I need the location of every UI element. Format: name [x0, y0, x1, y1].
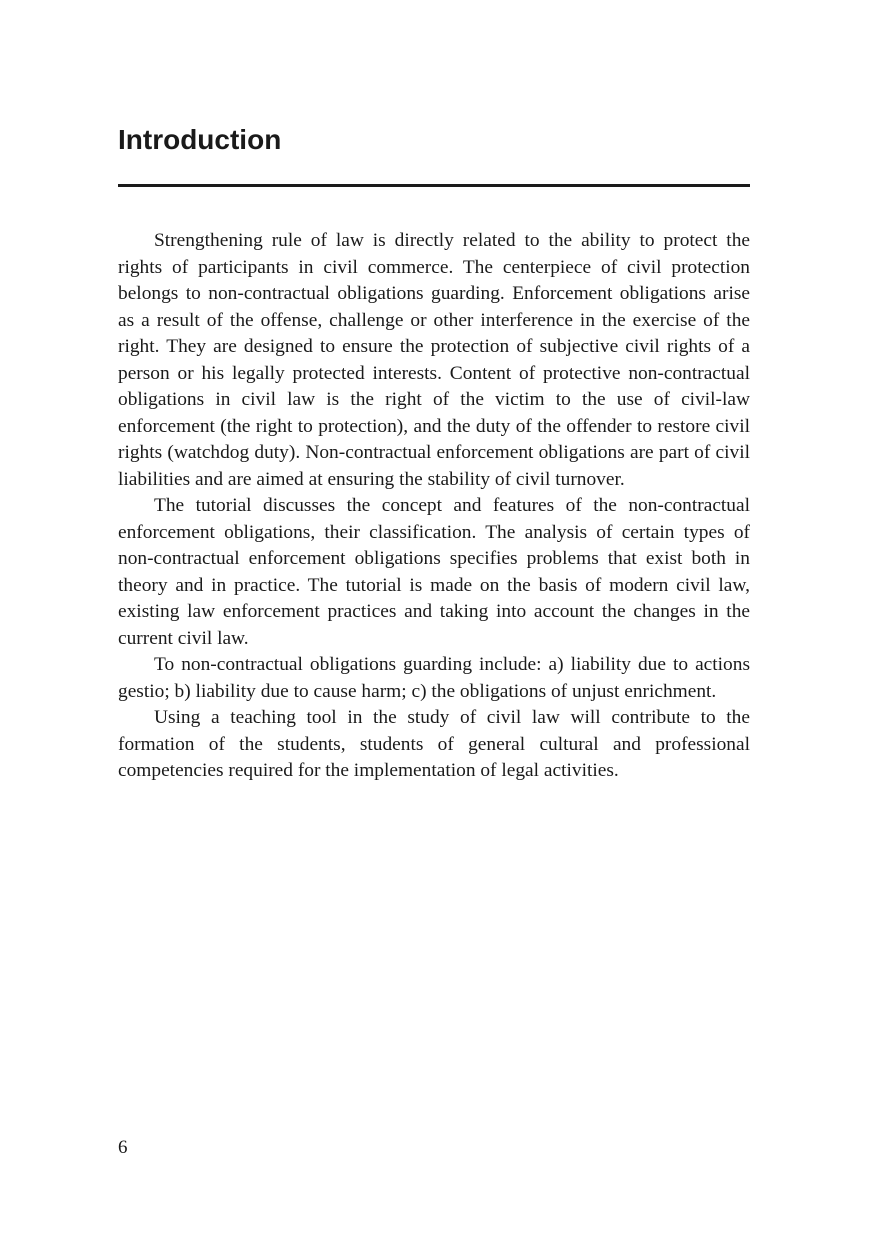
paragraph: To non-contractual obligations guarding include: a) liability due to actions gestio; b) liability due to cause harm; c) the obligations of unjust enrichment.: [118, 654, 750, 702]
paragraph: Strengthening rule of law is directly related to the ability to protect the rights of participants in civil commerce. The centerpiece of civil protection belongs to non-contractual obligations guarding. Enforcement obligations arise as a result of the offense, challenge or other interference in the exercise of the right. They are designed to ensure the protection of subjective civil rights of a person or his legally protected interests. Content of protective non-contractual obligations in civil law is the right of the victim to the use of civil-law enforcement (the right to protection), and the duty of the offender to restore civil rights (watchdog duty). Non-contractual enforcement obligations are part of civil liabilities and are aimed at ensuring the stability of civil turnover.: [118, 230, 750, 490]
page-number: 6: [118, 1137, 128, 1158]
section-title: Introduction: [118, 124, 282, 155]
paragraph: The tutorial discusses the concept and features of the non-contractual enforcement obligations, their classification. The analysis of certain types of non-contractual enforcement obligations specifies problems that exist both in theory and in practice. The tutorial is made on the basis of modern civil law, existing law enforcement practices and taking into account the changes in the current civil law.: [118, 495, 750, 649]
body-text: [118, 228, 750, 785]
paragraph: Using a teaching tool in the study of civil law will contribute to the formation of the students, students of general cultural and professional competencies required for the implementation of legal activities.: [118, 707, 750, 781]
title-divider: [118, 184, 750, 187]
